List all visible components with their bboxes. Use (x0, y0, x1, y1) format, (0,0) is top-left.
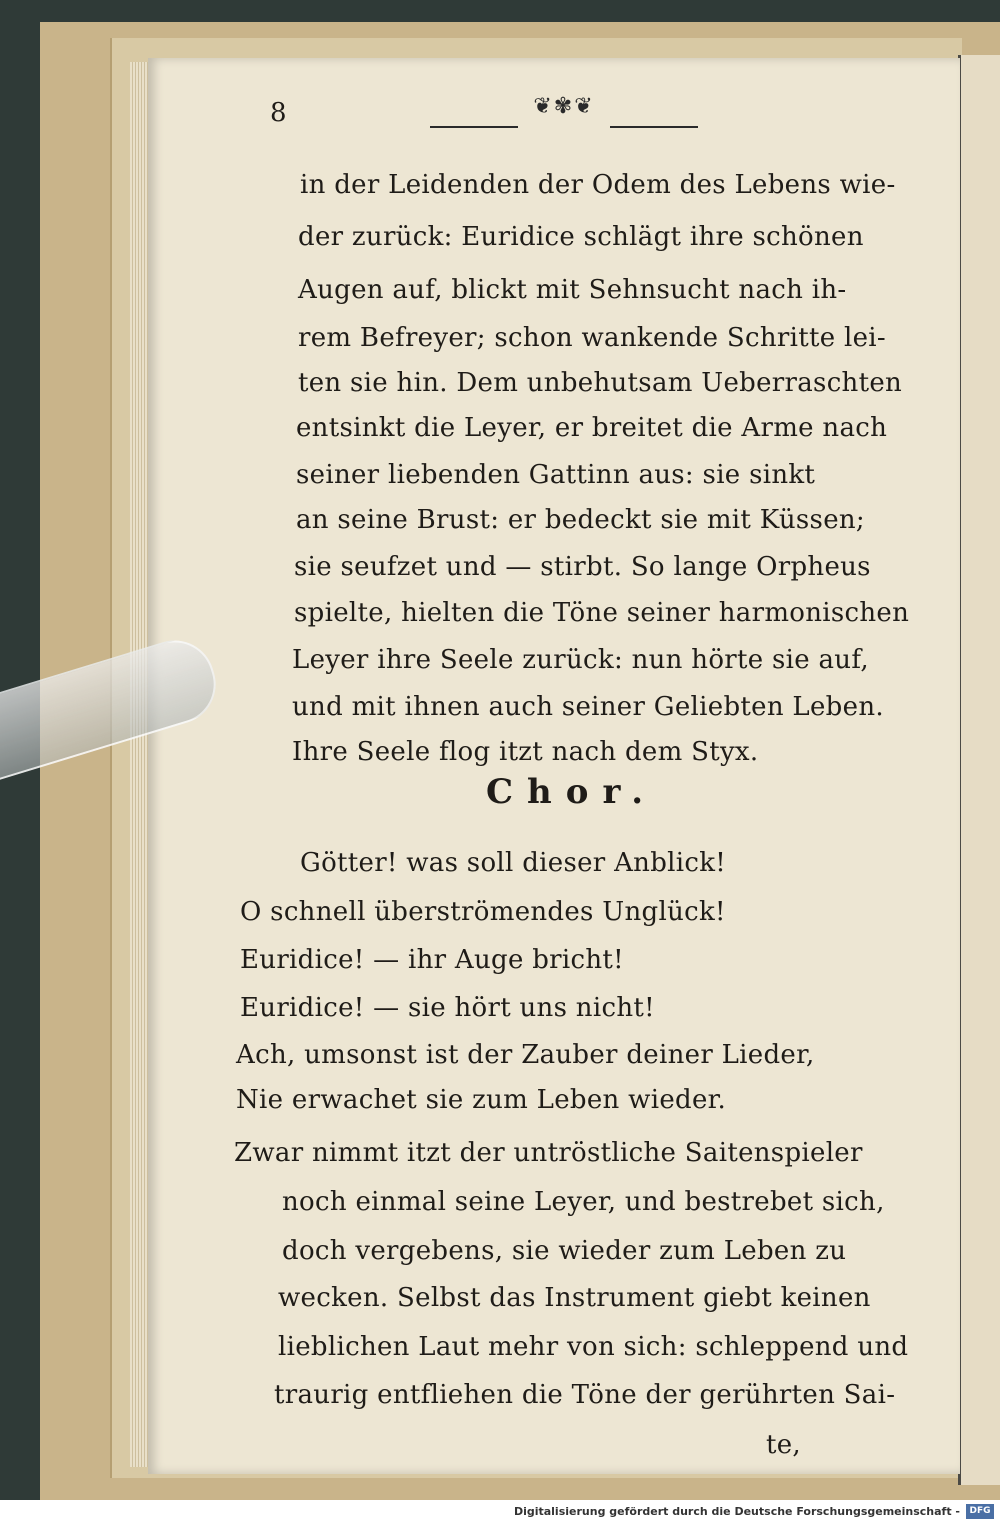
verse-line: Euridice! — sie hört uns nicht! (240, 993, 655, 1023)
text-line: Leyer ihre Seele zurück: nun hörte sie auf, (292, 645, 869, 675)
text-line: an seine Brust: er bedeckt sie mit Küssen; (296, 505, 865, 535)
text-line: und mit ihnen auch seiner Geliebten Leben. (292, 692, 884, 722)
page-number: 8 (270, 98, 287, 128)
dfg-logo-icon: DFG (966, 1504, 994, 1519)
text-line: Zwar nimmt itzt der untröstliche Saitenspieler (234, 1138, 863, 1168)
funding-credit: Digitalisierung gefördert durch die Deutsche Forschungsgemeinschaft - (513, 1505, 960, 1518)
verse-line: Nie erwachet sie zum Leben wieder. (236, 1085, 727, 1115)
verse-line: Götter! was soll dieser Anblick! (300, 848, 727, 878)
text-line: seiner liebenden Gattinn aus: sie sinkt (296, 460, 816, 490)
verse-line: O schnell überströmendes Unglück! (240, 897, 726, 927)
text-line: rem Befreyer; schon wankende Schritte lei- (298, 323, 887, 353)
text-line: der zurück: Euridice schlägt ihre schönen (298, 222, 864, 252)
chor-heading: Chor. (486, 772, 658, 812)
header-ornament (430, 94, 698, 130)
text-line: lieblichen Laut mehr von sich: schleppend und (278, 1332, 909, 1362)
text-line: Ihre Seele flog itzt nach dem Styx. (292, 737, 759, 767)
verse-line: Ach, umsonst ist der Zauber deiner Lieder, (236, 1040, 815, 1070)
text-line: spielte, hielten die Töne seiner harmonischen (294, 598, 910, 628)
footer-bar (0, 1500, 1000, 1523)
text-line: traurig entfliehen die Töne der gerührten Sai- (274, 1380, 896, 1410)
ornament-icon: ❦✾❦ (533, 94, 595, 119)
text-line: ten sie hin. Dem unbehutsam Ueberraschten (298, 368, 903, 398)
ornament-rule-right (610, 126, 698, 128)
text-line: doch vergebens, sie wieder zum Leben zu (282, 1236, 847, 1266)
ornament-rule-left (430, 126, 518, 128)
verse-line: Euridice! — ihr Auge bricht! (240, 945, 624, 975)
facing-page-edge (958, 55, 1000, 1485)
text-line: sie seufzet und — stirbt. So lange Orpheus (294, 552, 871, 582)
text-line: in der Leidenden der Odem des Lebens wie- (300, 170, 896, 200)
text-line: noch einmal seine Leyer, und bestrebet sich, (282, 1187, 885, 1217)
text-line: entsinkt die Leyer, er breitet die Arme nach (296, 413, 888, 443)
text-line: Augen auf, blickt mit Sehnsucht nach ih- (298, 275, 847, 305)
text-line: wecken. Selbst das Instrument giebt keinen (278, 1283, 871, 1313)
catchword: te, (766, 1430, 801, 1460)
